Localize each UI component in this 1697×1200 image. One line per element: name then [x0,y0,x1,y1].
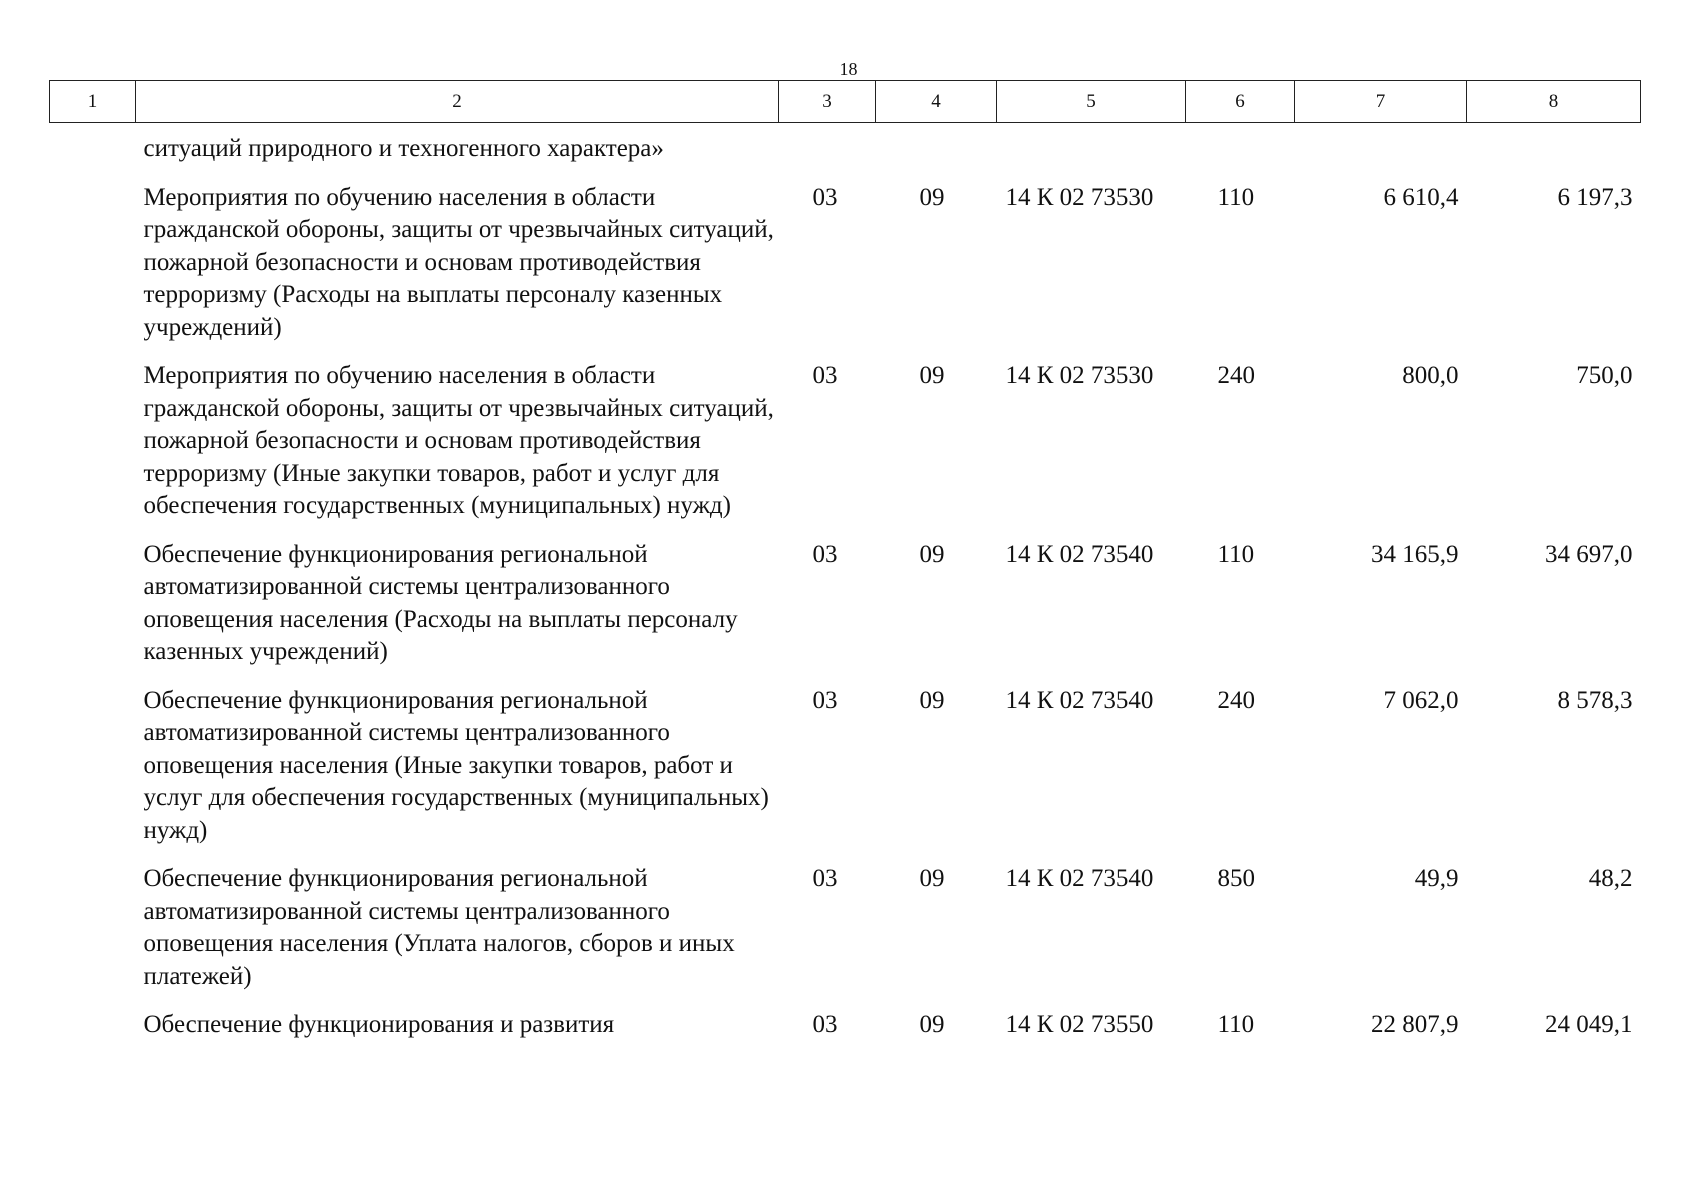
row-target-article: 14 К 02 73530 [1005,183,1154,211]
column-header-7: 7 [1295,81,1467,123]
row-amount-1: 800,0 [1402,362,1459,389]
table-row [50,539,1641,685]
row-subsection: 09 [919,540,945,568]
row-subsection: 09 [919,686,945,714]
table-row [50,1009,1641,1058]
row-expense-type: 110 [1217,1011,1255,1038]
row-target-article: 14 К 02 73540 [1005,686,1154,714]
row-amount-1: 6 610,4 [1383,183,1459,211]
page-number: 18 [839,59,858,79]
row-subsection: 09 [919,865,945,892]
row-description: Обеспечение функционирования региональной автоматизированной системы централизованного оповещения населения (Уплата налогов, сборов и иных платежей) [143,865,735,990]
row-section: 03 [812,540,838,568]
column-header-3: 3 [779,81,876,123]
table-row [50,685,1641,864]
row-amount-2: 6 197,3 [1557,183,1633,211]
row-target-article: 14 К 02 73540 [1005,865,1154,892]
row-target-article: 14 К 02 73540 [1005,540,1154,568]
row-section: 03 [812,362,838,389]
row-description: Обеспечение функционирования и развития [143,1011,615,1038]
continuation-text: ситуаций природного и техногенного характера» [143,135,664,162]
column-header-6: 6 [1186,81,1295,123]
row-amount-1: 22 807,9 [1371,1011,1459,1038]
column-header-2: 2 [136,81,779,123]
row-section: 03 [812,686,838,714]
column-header-8: 8 [1467,81,1641,123]
header-row [50,81,1641,123]
row-amount-1: 7 062,0 [1383,686,1459,714]
row-amount-2: 34 697,0 [1545,540,1633,568]
row-amount-2: 48,2 [1588,865,1633,892]
row-expense-type: 850 [1217,865,1255,892]
table-row [50,360,1641,539]
column-header-5: 5 [997,81,1186,123]
row-expense-type: 110 [1217,540,1255,568]
row-expense-type: 240 [1217,362,1255,389]
budget-table [49,80,1641,1058]
row-description: Обеспечение функционирования региональной автоматизированной системы централизованного оповещения населения (Иные закупки товаров, работ и услуг для обеспечения государственных (муниципальных) нужд) [143,686,769,844]
row-amount-2: 8 578,3 [1557,686,1633,714]
row-target-article: 14 К 02 73530 [1005,362,1154,389]
row-section: 03 [812,1011,838,1038]
row-amount-1: 34 165,9 [1371,540,1459,568]
table-row [50,182,1641,361]
budget-table-container [49,80,1640,1058]
table-body [50,123,1641,1058]
row-section: 03 [812,865,838,892]
row-amount-2: 24 049,1 [1545,1011,1633,1038]
row-amount-1: 49,9 [1414,865,1459,892]
row-description: Мероприятия по обучению населения в области гражданской обороны, защиты от чрезвычайных ситуаций, пожарной безопасности и основам противодействия терроризму (Расходы на выплаты персоналу казенных учреждений) [143,183,774,341]
column-header-1: 1 [50,81,136,123]
row-section: 03 [812,183,838,211]
row-description: Мероприятия по обучению населения в области гражданской обороны, защиты от чрезвычайных ситуаций, пожарной безопасности и основам противодействия терроризму (Иные закупки товаров, работ и услуг для обеспечения государственных (муниципальных) нужд) [143,362,774,519]
row-subsection: 09 [919,362,945,389]
row-description: Обеспечение функционирования региональной автоматизированной системы централизованного оповещения населения (Расходы на выплаты персоналу казенных учреждений) [143,540,738,665]
continuation-row [50,123,1641,182]
row-subsection: 09 [919,1011,945,1038]
row-expense-type: 110 [1217,183,1255,211]
table-row [50,863,1641,1009]
row-amount-2: 750,0 [1576,362,1633,389]
row-target-article: 14 К 02 73550 [1005,1011,1154,1038]
row-expense-type: 240 [1217,686,1255,714]
column-header-4: 4 [876,81,997,123]
row-subsection: 09 [919,183,945,211]
table-header [50,81,1641,123]
